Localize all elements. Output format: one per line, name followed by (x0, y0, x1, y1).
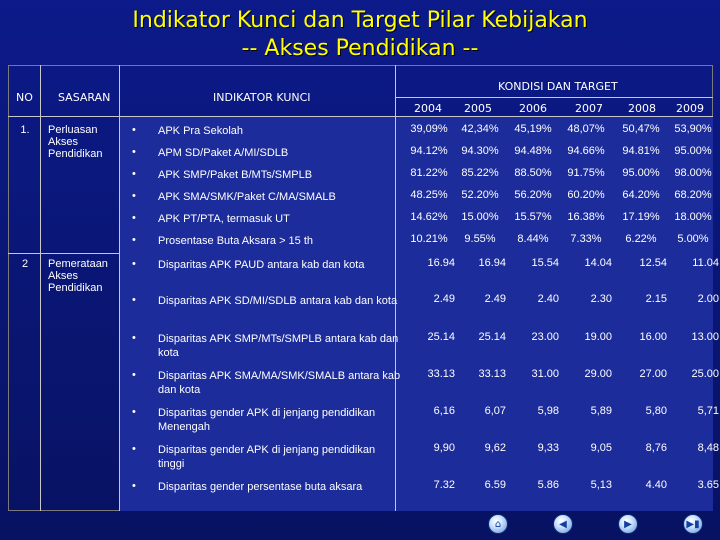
value-cell: 16.38% (567, 211, 605, 223)
value-cell: 48,07% (567, 123, 605, 135)
back-icon[interactable]: ◀ (553, 514, 573, 534)
value-cell: 94.30% (461, 145, 499, 157)
bullet-icon: • (132, 190, 136, 202)
indicator-label: Disparitas APK SMA/MA/SMK/SMALB antara kab dan kota (158, 370, 401, 396)
end-icon[interactable]: ▶▮ (683, 514, 703, 534)
table-row (119, 441, 719, 478)
bullet-icon: • (132, 294, 136, 306)
table-row (119, 292, 719, 330)
bullet-icon: • (132, 258, 136, 270)
year-header: 2007 (575, 102, 603, 115)
value-cell: 53,90% (674, 123, 712, 135)
value-cell: 2.40 (537, 293, 559, 305)
value-cell: 9,90 (433, 442, 455, 454)
value-cell: 95.00% (674, 145, 712, 157)
value-cell: 56.20% (514, 189, 552, 201)
value-cell: 2.00 (697, 293, 719, 305)
value-cell: 42,34% (461, 123, 499, 135)
indicator-label: Disparitas APK PAUD antara kab dan kota (158, 259, 365, 271)
value-cell: 18.00% (674, 211, 712, 223)
value-cell: 14.04 (584, 257, 612, 269)
bullet-icon: • (132, 234, 136, 246)
year-header: 2005 (464, 102, 492, 115)
value-cell: 50,47% (622, 123, 660, 135)
table-row (119, 122, 713, 144)
value-cell: 2.49 (433, 293, 455, 305)
indicator-label: APK SMP/Paket B/MTs/SMPLB (158, 169, 313, 181)
value-cell: 15.54 (531, 257, 559, 269)
value-cell: 14.62% (410, 211, 448, 223)
value-cell: 2.15 (645, 293, 667, 305)
value-cell: 94.48% (514, 145, 552, 157)
value-cell: 4.40 (645, 479, 667, 491)
value-cell: 39,09% (410, 123, 448, 135)
value-cell: 95.00% (622, 167, 660, 179)
value-cell: 9,05 (590, 442, 612, 454)
value-cell: 9.55% (464, 233, 496, 245)
home-icon[interactable]: ⌂ (488, 514, 508, 534)
value-cell: 10.21% (410, 233, 448, 245)
group-number: 1. (20, 124, 30, 136)
table-row (119, 188, 713, 210)
value-cell: 6.59 (484, 479, 506, 491)
value-cell: 23.00 (531, 331, 559, 343)
value-cell: 29.00 (584, 368, 612, 380)
table-row (119, 166, 713, 188)
indicator-label: APM SD/Paket A/MI/SDLB (158, 147, 289, 159)
value-cell: 98.00% (674, 167, 712, 179)
value-cell: 94.12% (410, 145, 448, 157)
bullet-icon: • (132, 168, 136, 180)
header-sasaran: SASARAN (58, 91, 111, 104)
group-number: 2 (21, 258, 29, 270)
indicator-label: Disparitas APK SD/MI/SDLB antara kab dan kota (158, 295, 398, 307)
value-cell: 2.30 (590, 293, 612, 305)
table-row (119, 478, 719, 511)
value-cell: 7.33% (570, 233, 602, 245)
indicator-label: Disparitas gender APK di jenjang pendidikan Menengah (158, 407, 376, 433)
value-cell: 68.20% (674, 189, 712, 201)
value-cell: 5,80 (645, 405, 667, 417)
value-cell: 25.00 (691, 368, 719, 380)
value-cell: 12.54 (639, 257, 667, 269)
table-row (119, 210, 713, 232)
value-cell: 81.22% (410, 167, 448, 179)
bullet-icon: • (132, 146, 136, 158)
value-cell: 5.00% (677, 233, 709, 245)
value-cell: 16.00 (639, 331, 667, 343)
value-cell: 60.20% (567, 189, 605, 201)
page-title: Indikator Kunci dan Target Pilar Kebijakan (132, 8, 588, 33)
value-cell: 15.00% (461, 211, 499, 223)
bullet-icon: • (132, 406, 136, 418)
value-cell: 16.94 (427, 257, 455, 269)
group-divider (8, 253, 119, 254)
value-cell: 3.65 (697, 479, 719, 491)
table-row (119, 404, 719, 441)
value-cell: 94.66% (567, 145, 605, 157)
value-cell: 48.25% (410, 189, 448, 201)
value-cell: 91.75% (567, 167, 605, 179)
value-cell: 5.86 (537, 479, 559, 491)
bullet-icon: • (132, 124, 136, 136)
table-row (119, 330, 719, 367)
indicator-label: Disparitas APK SMP/MTs/SMPLB antara kab dan kota (158, 333, 399, 359)
indicator-label: APK Pra Sekolah (158, 125, 243, 137)
value-cell: 94.81% (622, 145, 660, 157)
indicator-label: Prosentase Buta Aksara > 15 th (158, 235, 314, 247)
value-cell: 19.00 (584, 331, 612, 343)
indicator-label: APK PT/PTA, termasuk UT (158, 213, 290, 225)
header-no: NO (16, 91, 33, 104)
value-cell: 52.20% (461, 189, 499, 201)
header-indikator: INDIKATOR KUNCI (213, 91, 311, 104)
group-sasaran: Pemerataan Akses Pendidikan (48, 258, 108, 294)
value-cell: 2.49 (484, 293, 506, 305)
value-cell: 6.22% (625, 233, 657, 245)
value-cell: 13.00 (691, 331, 719, 343)
value-cell: 8,76 (645, 442, 667, 454)
header-divider (8, 116, 713, 117)
bullet-icon: • (132, 443, 136, 455)
header-kondisi-divider (395, 97, 713, 98)
value-cell: 88.50% (514, 167, 552, 179)
table-row (119, 367, 719, 404)
year-header: 2004 (414, 102, 442, 115)
value-cell: 8.44% (517, 233, 549, 245)
value-cell: 15.57% (514, 211, 552, 223)
value-cell: 5,98 (537, 405, 559, 417)
value-cell: 25.14 (427, 331, 455, 343)
value-cell: 5,89 (590, 405, 612, 417)
year-header: 2009 (676, 102, 704, 115)
year-header: 2008 (628, 102, 656, 115)
value-cell: 17.19% (622, 211, 660, 223)
value-cell: 6,16 (433, 405, 455, 417)
value-cell: 6,07 (484, 405, 506, 417)
value-cell: 33.13 (427, 368, 455, 380)
value-cell: 31.00 (531, 368, 559, 380)
value-cell: 5,13 (590, 479, 612, 491)
value-cell: 9,62 (484, 442, 506, 454)
year-header: 2006 (519, 102, 547, 115)
indicator-label: Disparitas gender APK di jenjang pendidikan tinggi (158, 444, 376, 470)
value-cell: 7.32 (433, 479, 455, 491)
value-cell: 11.04 (692, 257, 719, 269)
page-subtitle: -- Akses Pendidikan -- (241, 36, 479, 61)
value-cell: 85.22% (461, 167, 499, 179)
value-cell: 64.20% (622, 189, 660, 201)
value-cell: 27.00 (639, 368, 667, 380)
bullet-icon: • (132, 369, 136, 381)
header-kondisi: KONDISI DAN TARGET (498, 80, 618, 93)
indicator-label: APK SMA/SMK/Paket C/MA/SMALB (158, 191, 336, 203)
table-row (119, 232, 713, 256)
value-cell: 45,19% (514, 123, 552, 135)
value-cell: 8,48 (697, 442, 719, 454)
indicator-label: Disparitas gender persentase buta aksara (158, 481, 363, 493)
bullet-icon: • (132, 332, 136, 344)
value-cell: 33.13 (478, 368, 506, 380)
table-row (119, 144, 713, 166)
value-cell: 16.94 (478, 257, 506, 269)
value-cell: 5,71 (697, 405, 719, 417)
col-divider (40, 65, 41, 511)
value-cell: 25.14 (478, 331, 506, 343)
bullet-icon: • (132, 480, 136, 492)
forward-icon[interactable]: ▶ (618, 514, 638, 534)
value-cell: 9,33 (537, 442, 559, 454)
bullet-icon: • (132, 212, 136, 224)
table-row (119, 256, 719, 292)
group-sasaran: Perluasan Akses Pendidikan (48, 124, 103, 160)
